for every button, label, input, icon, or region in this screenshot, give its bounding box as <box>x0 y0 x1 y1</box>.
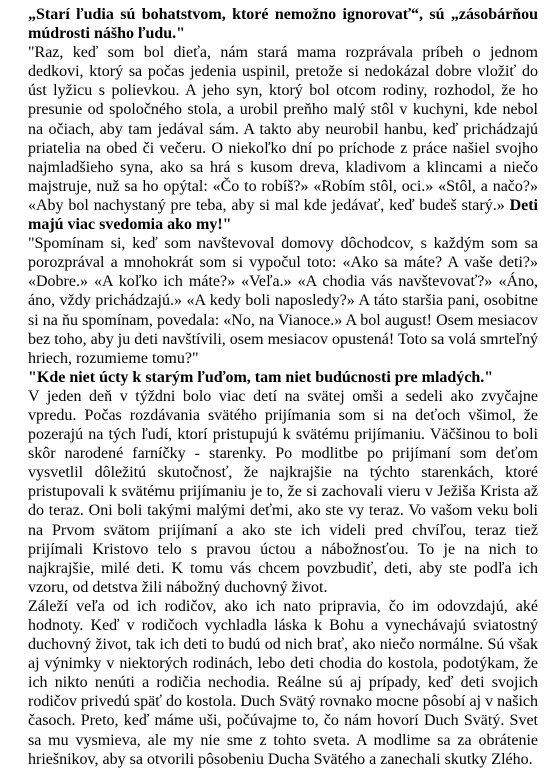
story-text: "Raz, keď som bol dieťa, nám stará mama rozprávala príbeh o jednom dedkovi, ktorý sa počas jedenia uspinil, pretože si nedokázal dobre vložiť do úst lyžicu s polievkou. A jeho syn, ktorý bol otcom rodiny, rozhodol, že ho presunie od spoločného stola, a urobil preňho malý stôl v kuchyni, kde nebol na očiach, aby tam jedával sám. A takto aby neurobil hanbu, keď prichádzajú priatelia na obed či večeru. O niekoľko dní po príchode z práce našiel svojho najmladšieho syna, ako sa hrá s kusom dreva, kladivom a klincami a niečo majstruje, nuž sa ho opýtal: «Čo to robíš?» «Robím stôl, oci.» «Stôl, a načo?» «Aby bol nachystaný pre teba, aby si mal kde jedávať, keď budeš starý.» <box>28 44 538 214</box>
story-conclusion: Deti majú viac svedomia ako my!" <box>28 196 538 234</box>
heading-quote-elders: „Starí ľudia sú bohatstvom, ktoré nemožno ignorovať“, sú „zásobárňou múdrosti nášho ľudu." <box>28 6 538 43</box>
mass-paragraph: V jeden deň v týždni bolo viac detí na svätej omši a sedeli ako zvyčajne vpredu. Počas rozdávania svätého prijímania som si na deťoch všimol, že pozerajú na tých ľudí, ktorí pristupujú k svätému prijímaniu. Väčšinou to boli skôr narodené farníčky - starenky. Po modlitbe po prijímaní som deťom vysvetlil dôležitú skutočnosť, že najkrajšie na týchto starenkách, ktoré pristupovali k svätému prijímaniu je to, že si zachovali vieru v Ježiša Krista až do teraz. Oni boli takými malými deťmi, ako ste vy teraz. Vo vašom veku boli na Prvom svätom prijímaní a ako ste ich videli pred chvíľou, teraz tiež prijímali Kristovo telo s pravou úctou a nábožnosťou. To je na nich to najkrajšie, milé deti. K tomu vás chcem povzbudiť, deti, aby ste podľa ich vzoru, od detstva žili nábožný duchovný život. <box>28 387 538 596</box>
story-paragraph <box>28 43 538 234</box>
parents-paragraph: Záleží veľa od ich rodičov, ako ich nato pripravia, čo im odovzdajú, aké hodnoty. Keď v rodičoch vychladla láska k Bohu a vynechávajú sviatostný duchovný život, tak ich deti to budú od nich brať, ako niečo normálne. Sú však aj výnimky v niektorých rodinách, lebo deti chodia do kostola, podotýkam, že ich nikto nenúti a rodičia nechodia. Reálne sú aj prípady, keď deti svojich rodičov privedú späť do kostola. Duch Svätý rovnako mocne pôsobí aj v našich časoch. Preto, keď máme uši, počúvajme to, čo nám hovorí Duch Svätý. Svet sa mu vysmieva, ale my nie sme z tohto sveta. A modlime sa za obrátenie hriešnikov, aby sa otvorili pôsobeniu Ducha Svätého a zanechali skutky Zlého. <box>28 597 538 768</box>
visits-paragraph: "Spomínam si, keď som navštevoval domovy dôchodcov, s každým som sa porozprával a mnohokrát som si vypočul toto: «Ako sa máte? A vaše deti?» «Dobre.» «A koľko ich máte?» «Veľa.» «A chodia vás navštevovať?» «Áno, áno, vždy prichádzajú.» «A kedy boli naposledy?» A táto staršia pani, osobitne si na ňu spomínam, povedala: «No, na Vianoce.» A bol august! Osem mesiacov bez toho, aby ju deti navštívili, osem mesiacov opustená! Toto sa volá smrteľný hriech, rozumieme tomu?" <box>28 235 538 367</box>
heading-quote-respect: "Kde niet úcty k starým ľuďom, tam niet budúcnosti pre mladých." <box>28 368 494 386</box>
